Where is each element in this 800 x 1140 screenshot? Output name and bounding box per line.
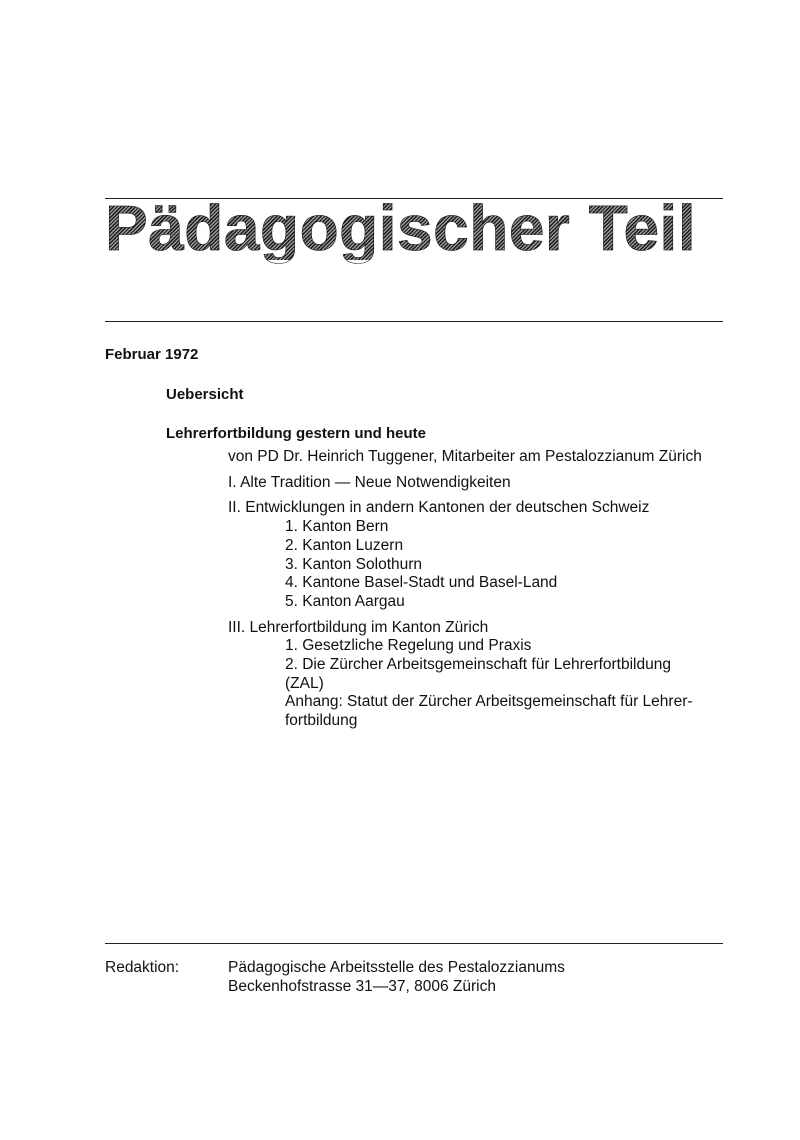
- section-item: 2. Kanton Luzern: [285, 536, 404, 554]
- section-item: 5. Kanton Aargau: [285, 592, 405, 610]
- section-item: 3. Kanton Solothurn: [285, 555, 423, 573]
- section-item: Anhang: Statut der Zürcher Arbeitsgemeinschaft für Lehrer-: [285, 693, 693, 711]
- author-line: von PD Dr. Heinrich Tuggener, Mitarbeiter am Pestalozzianum Zürich: [228, 448, 702, 465]
- editorial-address: [228, 959, 728, 996]
- section-item: (ZAL): [285, 674, 324, 692]
- issue-date: Februar 1972: [105, 346, 199, 363]
- title-bottom-rule: [105, 321, 723, 322]
- overview-heading: Uebersicht: [166, 386, 244, 403]
- address-line: Pädagogische Arbeitsstelle des Pestalozzianums: [228, 959, 565, 976]
- page-title: Pädagogischer Teil: [105, 192, 697, 264]
- article-title: Lehrerfortbildung gestern und heute: [166, 425, 427, 442]
- section-item: 2. Die Zürcher Arbeitsgemeinschaft für Lehrerfortbildung: [285, 656, 671, 674]
- section-heading: I. Alte Tradition — Neue Notwendigkeiten: [228, 473, 511, 491]
- editorial-label: Redaktion:: [105, 959, 180, 976]
- section-item: 1. Gesetzliche Regelung und Praxis: [285, 637, 532, 655]
- footer-rule: [105, 943, 723, 944]
- table-of-contents: [228, 448, 728, 731]
- section-item: fortbildung: [285, 712, 358, 730]
- section-item: 1. Kanton Bern: [285, 518, 389, 536]
- section-item: 4. Kantone Basel-Stadt und Basel-Land: [285, 574, 558, 592]
- section-heading: III. Lehrerfortbildung im Kanton Zürich: [228, 618, 489, 636]
- address-line: Beckenhofstrasse 31—37, 8006 Zürich: [228, 977, 496, 995]
- section-heading: II. Entwicklungen in andern Kantonen der deutschen Schweiz: [228, 499, 650, 517]
